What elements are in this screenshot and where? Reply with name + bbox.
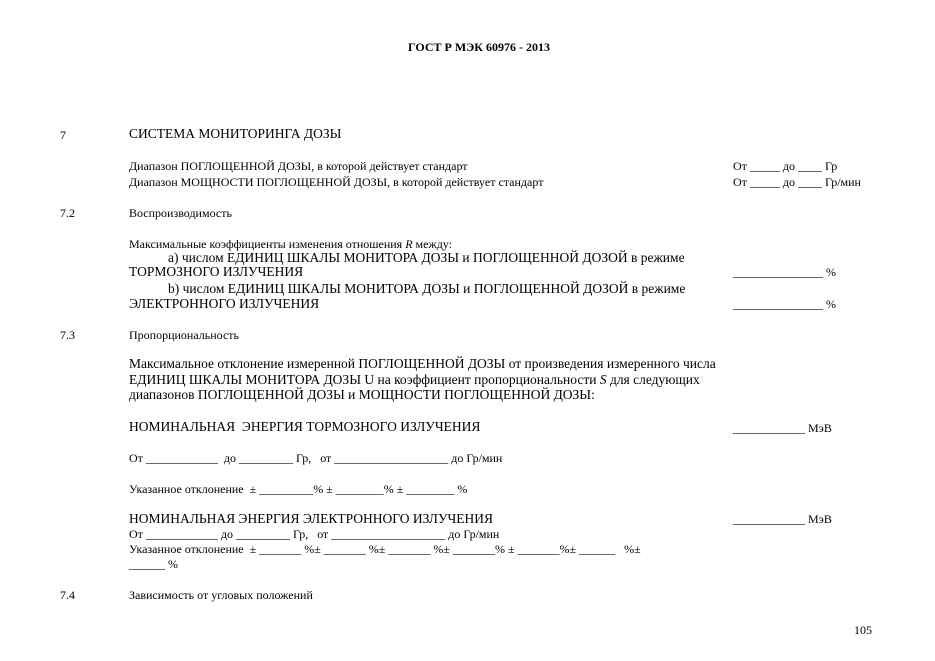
section-7-title: СИСТЕМА МОНИТОРИНГА ДОЗЫ bbox=[129, 126, 342, 141]
electron-energy-value: ____________ МэВ bbox=[733, 512, 832, 526]
para-line2-prefix: ЕДИНИЦ ШКАЛЫ МОНИТОРА ДОЗЫ U на коэффициент пропорциональности bbox=[129, 372, 600, 387]
section-7-4-title: Зависимость от угловых положений bbox=[129, 588, 313, 602]
item-a-line1: а) числом ЕДИНИЦ ШКАЛЫ МОНИТОРА ДОЗЫ и ПОГЛОЩЕННОЙ ДОЗОЙ в режиме bbox=[168, 250, 685, 265]
coefficient-variable: S bbox=[599, 372, 607, 387]
range-absorbed-dose-value: От _____ до ____ Гр bbox=[733, 159, 838, 173]
section-7-2-number: 7.2 bbox=[60, 206, 75, 220]
reproducibility-intro-prefix: Максимальные коэффициенты изменения отношения bbox=[129, 237, 406, 251]
range-dose-rate-value: От _____ до ____ Гр/мин bbox=[733, 175, 861, 189]
brems-energy-value: ____________ МэВ bbox=[733, 421, 832, 435]
reproducibility-intro-suffix: между: bbox=[412, 237, 453, 251]
section-7-number: 7 bbox=[60, 128, 66, 142]
reproducibility-intro bbox=[129, 237, 452, 251]
electron-deviation-continued: ______ % bbox=[129, 557, 178, 571]
range-absorbed-dose-label: Диапазон ПОГЛОЩЕННОЙ ДОЗЫ, в которой действует стандарт bbox=[129, 159, 468, 173]
proportionality-para-line2 bbox=[129, 373, 700, 387]
item-b-line2: ЭЛЕКТРОННОГО ИЗЛУЧЕНИЯ bbox=[129, 296, 320, 311]
proportionality-para-line1: Максимальное отклонение измеренной ПОГЛОЩЕННОЙ ДОЗЫ от произведения измеренного числа bbox=[129, 356, 716, 371]
page-number: 105 bbox=[854, 623, 872, 637]
section-7-3-number: 7.3 bbox=[60, 328, 75, 342]
proportionality-para-line3: диапазонов ПОГЛОЩЕННОЙ ДОЗЫ и МОЩНОСТИ ПОГЛОЩЕННОЙ ДОЗЫ: bbox=[129, 387, 595, 402]
brems-deviation: Указанное отклонение ± _________% ± ________% ± ________ % bbox=[129, 482, 468, 496]
item-b-value: _______________ % bbox=[733, 297, 836, 311]
item-a-line2: ТОРМОЗНОГО ИЗЛУЧЕНИЯ bbox=[129, 264, 304, 279]
electron-deviation: Указанное отклонение ± _______ %± _______ %± _______ %± _______% ± _______%± ______ %± bbox=[129, 542, 641, 556]
item-a-value: _______________ % bbox=[733, 265, 836, 279]
ratio-variable: R bbox=[405, 237, 413, 251]
item-b-line1: b) числом ЕДИНИЦ ШКАЛЫ МОНИТОРА ДОЗЫ и ПОГЛОЩЕННОЙ ДОЗОЙ в режиме bbox=[168, 281, 686, 296]
electron-range: От ____________ до _________ Гр, от ___________________ до Гр/мин bbox=[129, 527, 500, 541]
electron-energy-label: НОМИНАЛЬНАЯ ЭНЕРГИЯ ЭЛЕКТРОННОГО ИЗЛУЧЕНИЯ bbox=[129, 511, 494, 526]
section-7-3-title: Пропорциональность bbox=[129, 328, 240, 342]
range-dose-rate-label: Диапазон МОЩНОСТИ ПОГЛОЩЕННОЙ ДОЗЫ, в которой действует стандарт bbox=[129, 175, 544, 189]
brems-range: От ____________ до _________ Гр, от ___________________ до Гр/мин bbox=[129, 451, 503, 465]
brems-energy-label: НОМИНАЛЬНАЯ ЭНЕРГИЯ ТОРМОЗНОГО ИЗЛУЧЕНИЯ bbox=[129, 419, 481, 434]
section-7-2-title: Воспроизводимость bbox=[129, 206, 232, 220]
section-7-4-number: 7.4 bbox=[60, 588, 75, 602]
header-title: ГОСТ Р МЭК 60976 - 2013 bbox=[408, 40, 550, 54]
para-line2-suffix: для следующих bbox=[606, 372, 700, 387]
